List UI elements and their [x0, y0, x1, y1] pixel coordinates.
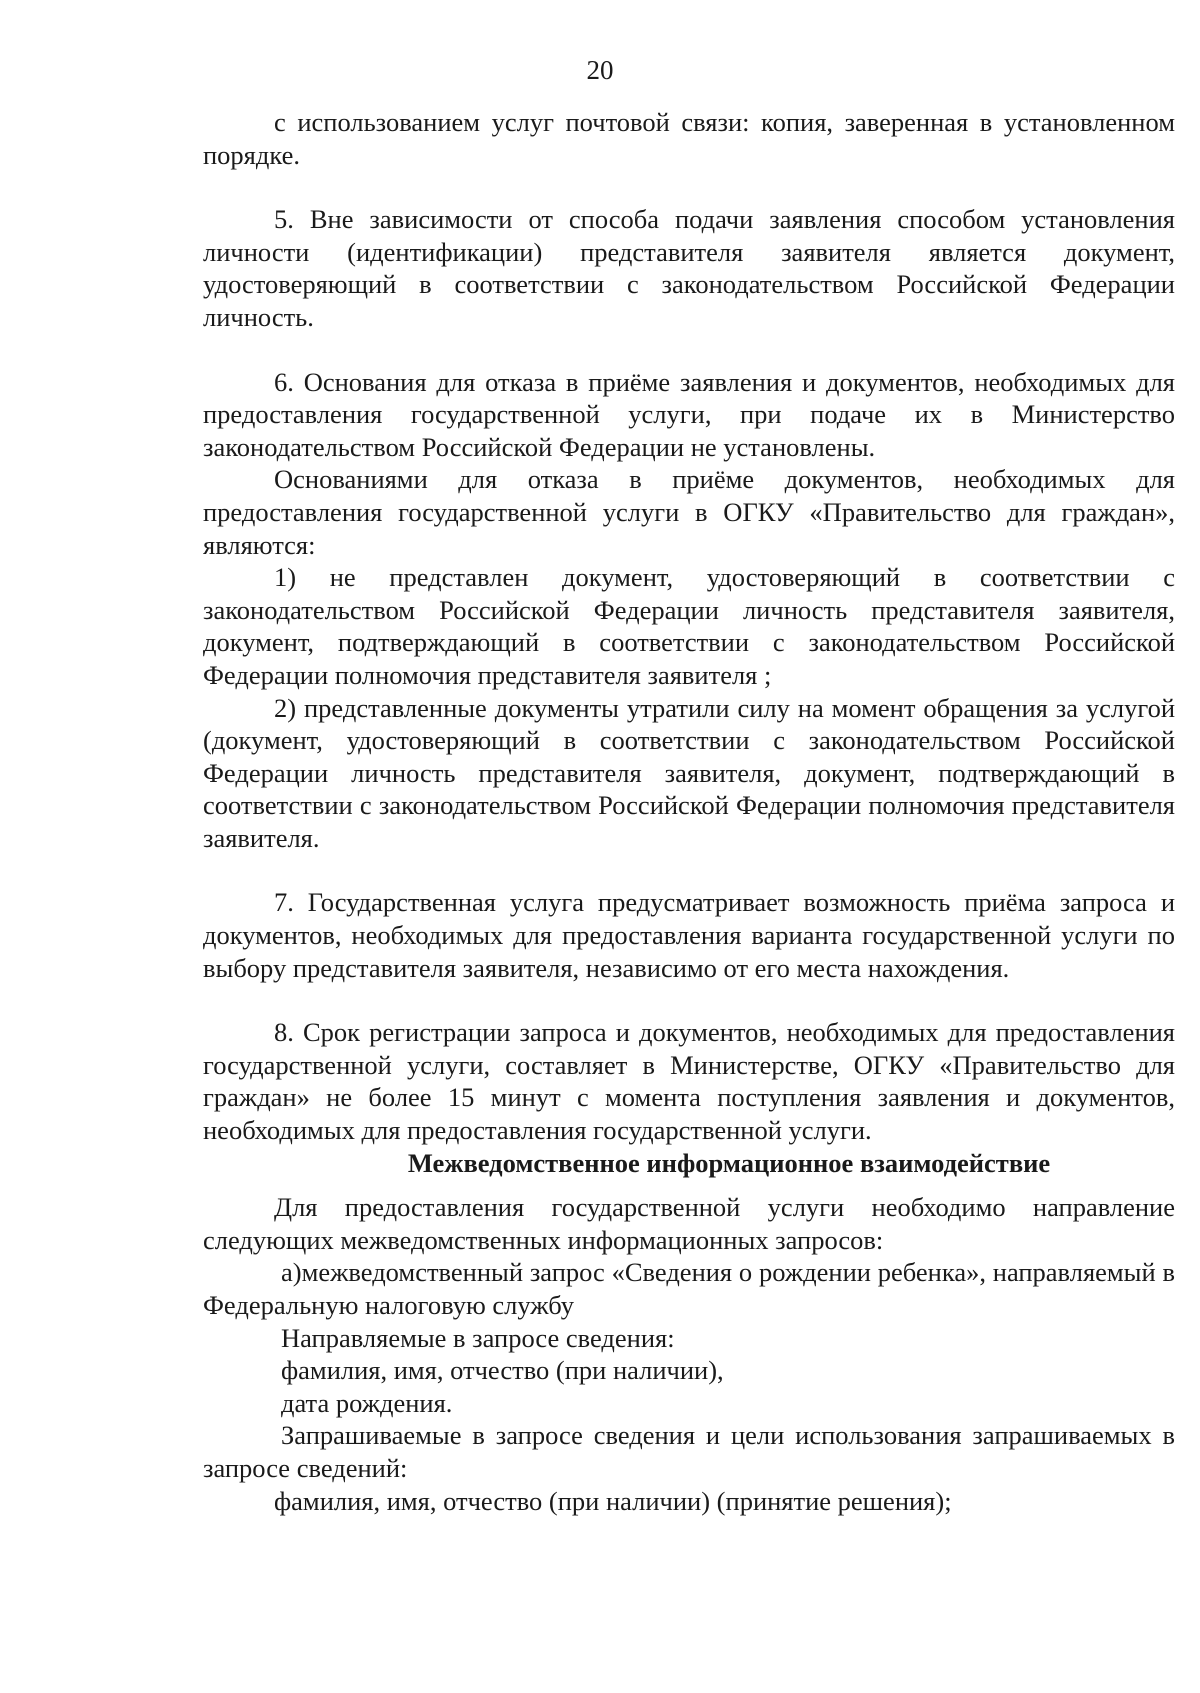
- paragraph-5-identity: 5. Вне зависимости от способа подачи заявления способом установления личности (идентификации) представителя заявителя является документ, удостоверяющий в соответствии с законодательством Российской Федерации личность.: [203, 204, 1175, 332]
- paragraph-6-item-2: 2) представленные документы утратили силу на момент обращения за услугой (документ, удостоверяющий в соответствии с законодательством Российской Федерации личность представителя заявителя, документ, подтверждающий в соответствии с законодательством Российской Федерации полномочия представителя заявителя.: [203, 692, 1175, 853]
- paragraph-7-extraterritorial: 7. Государственная услуга предусматривает возможность приёма запроса и документов, необходимых для предоставления варианта государственной услуги по выбору представителя заявителя, независимо от его места нахождения.: [203, 887, 1175, 983]
- paragraph-requested-data-name: фамилия, имя, отчество (при наличии) (принятие решения);: [274, 1485, 952, 1516]
- paragraph-8-registration-term: 8. Срок регистрации запроса и документов, необходимых для предоставления государственной услуги, составляет в Министерстве, ОГКУ «Правительство для граждан» не более 15 минут с момента поступления заявления и документов, необходимых для предоставления государственной услуги.: [203, 1017, 1175, 1146]
- document-body: [203, 106, 1175, 1517]
- paragraph-sent-data-name: фамилия, имя, отчество (при наличии),: [281, 1355, 724, 1386]
- section-heading: Межведомственное информационное взаимодействие: [407, 1147, 1051, 1178]
- paragraph-6-refusal-grounds: 6. Основания для отказа в приёме заявления и документов, необходимых для предоставления государственной услуги, при подаче их в Министерство законодательством Российской Федерации не установлены.: [203, 366, 1175, 462]
- paragraph-requested-data-label: Запрашиваемые в запросе сведения и цели использования запрашиваемых в запросе сведений:: [203, 1420, 1175, 1483]
- paragraph-sent-data-birthdate: дата рождения.: [281, 1387, 453, 1418]
- paragraph-6-item-1: 1) не представлен документ, удостоверяющий в соответствии с законодательством Российской Федерации личность представителя заявителя, документ, подтверждающий в соответствии с законодательством Российской Федерации полномочия представителя заявителя ;: [203, 562, 1175, 690]
- paragraph-interagency-requests: Для предоставления государственной услуги необходимо направление следующих межведомственных информационных запросов:: [203, 1192, 1175, 1255]
- paragraph-sent-data-label: Направляемые в запросе сведения:: [281, 1322, 675, 1353]
- paragraph-request-a: а)межведомственный запрос «Сведения о рождении ребенка», направляемый в Федеральную налоговую службу: [203, 1257, 1175, 1320]
- page-number: 20: [586, 55, 614, 85]
- paragraph-postal-copy: с использованием услуг почтовой связи: копия, заверенная в установленном порядке.: [203, 107, 1175, 170]
- paragraph-6-ogku-grounds: Основаниями для отказа в приёме документов, необходимых для предоставления государственной услуги в ОГКУ «Правительство для граждан», являются:: [203, 464, 1175, 560]
